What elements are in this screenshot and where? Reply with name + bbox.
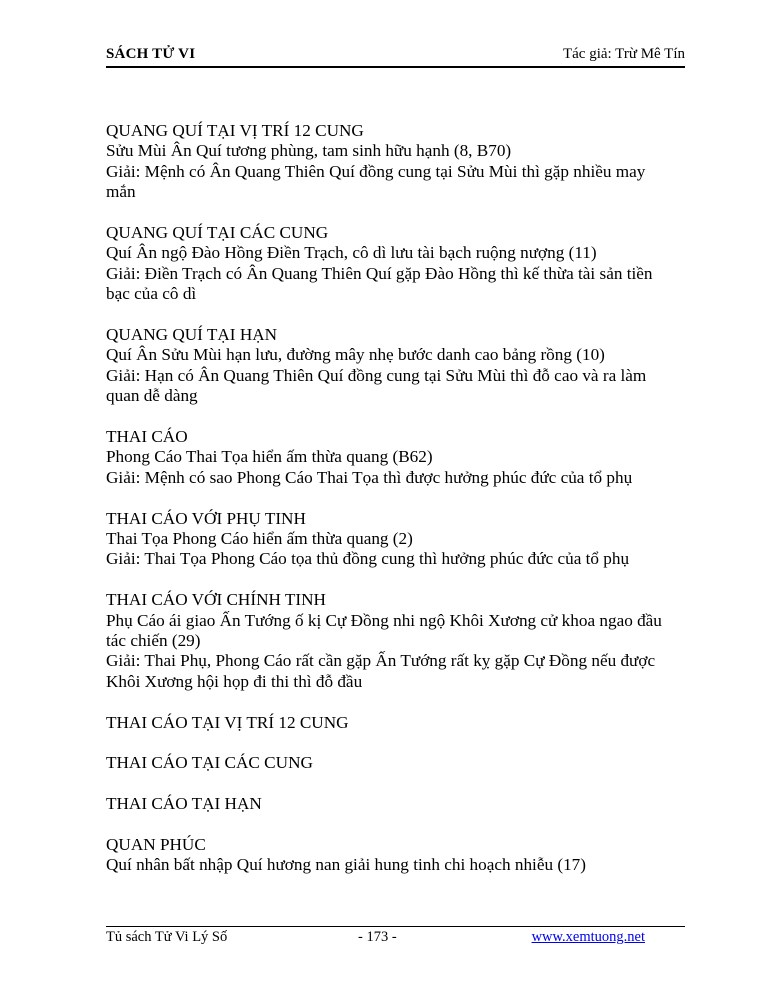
section-text-line: mắn [106, 182, 136, 202]
section-text-line: Quí Ân ngộ Đào Hồng Điền Trạch, cô dì lưu tài bạch ruộng nượng (11) [106, 243, 597, 263]
section-heading: QUANG QUÍ TẠI VỊ TRÍ 12 CUNG [106, 121, 364, 140]
section-text-line: Giải: Hạn có Ân Quang Thiên Quí đồng cung tại Sửu Mùi thì đỗ cao và ra làm [106, 365, 647, 385]
section-text-line: Giải: Thai Phụ, Phong Cáo rất cần gặp Ấn Tướng rất kỵ gặp Cự Đồng nếu được [106, 651, 656, 671]
section-heading: QUAN PHÚC [106, 835, 206, 855]
footer-series-name: Tủ sách Tử Vi Lý Số [106, 929, 228, 945]
section-text-line: Thai Tọa Phong Cáo hiển ấm thừa quang (2) [106, 529, 413, 549]
page-content [106, 121, 686, 896]
header-book-title: SÁCH TỬ VI [106, 46, 196, 62]
section-heading: THAI CÁO TẠI VỊ TRÍ 12 CUNG [106, 712, 349, 732]
section [106, 794, 686, 814]
section-text-line: Quí nhân bất nhập Quí hương nan giải hung tinh chi hoạch nhiễu (17) [106, 855, 586, 875]
section-text-line: Giải: Thai Tọa Phong Cáo tọa thủ đồng cung thì hưởng phúc đức của tổ phụ [106, 549, 630, 569]
page-footer [106, 926, 685, 949]
section-text-line: Giải: Mệnh có Ân Quang Thiên Quí đồng cung tại Sửu Mùi thì gặp nhiều may [106, 161, 646, 181]
section-text-line: Khôi Xương hội họp đi thi thì đỗ đầu [106, 671, 363, 691]
section [106, 325, 686, 407]
section-heading: THAI CÁO [106, 427, 188, 447]
page-header [106, 46, 685, 68]
section-text-line: quan dễ dàng [106, 386, 198, 406]
section-text-line: Phong Cáo Thai Tọa hiển ấm thừa quang (B62) [106, 447, 433, 467]
section [106, 223, 686, 305]
section-text-line: Phụ Cáo ái giao Ấn Tướng ố kị Cự Đồng nhi ngộ Khôi Xương cử khoa ngao đầu [106, 610, 662, 630]
header-author: Tác giả: Trừ Mê Tín [562, 46, 685, 62]
section [106, 590, 686, 692]
footer-website-link[interactable]: www.xemtuong.net [531, 929, 645, 945]
section-heading: THAI CÁO VỚI PHỤ TINH [106, 508, 306, 528]
section [106, 121, 686, 203]
section-heading: THAI CÁO VỚI CHÍNH TINH [106, 590, 326, 610]
section-heading: QUANG QUÍ TẠI CÁC CUNG [106, 223, 329, 243]
section [106, 427, 686, 488]
section-heading: QUANG QUÍ TẠI HẠN [106, 325, 278, 345]
section-text-line: tác chiến (29) [106, 631, 201, 651]
section-text-line: bạc của cô dì [106, 284, 197, 304]
section-text-line: Quí Ân Sửu Mùi hạn lưu, đường mây nhẹ bước danh cao bảng rồng (10) [106, 345, 605, 365]
section [106, 713, 686, 733]
section-text-line: Giải: Điền Trạch có Ân Quang Thiên Quí gặp Đào Hồng thì kế thừa tài sản tiền [106, 263, 653, 283]
section-heading: THAI CÁO TẠI CÁC CUNG [106, 753, 313, 773]
section-text-line: Sửu Mùi Ân Quí tương phùng, tam sinh hữu hạnh (8, B70) [106, 141, 512, 161]
section [106, 753, 686, 773]
section [106, 835, 686, 876]
page-number: - 173 - [358, 929, 397, 945]
section-text-line: Giải: Mệnh có sao Phong Cáo Thai Tọa thì được hưởng phúc đức của tổ phụ [106, 467, 633, 487]
section-heading: THAI CÁO TẠI HẠN [106, 794, 262, 814]
section [106, 509, 686, 570]
